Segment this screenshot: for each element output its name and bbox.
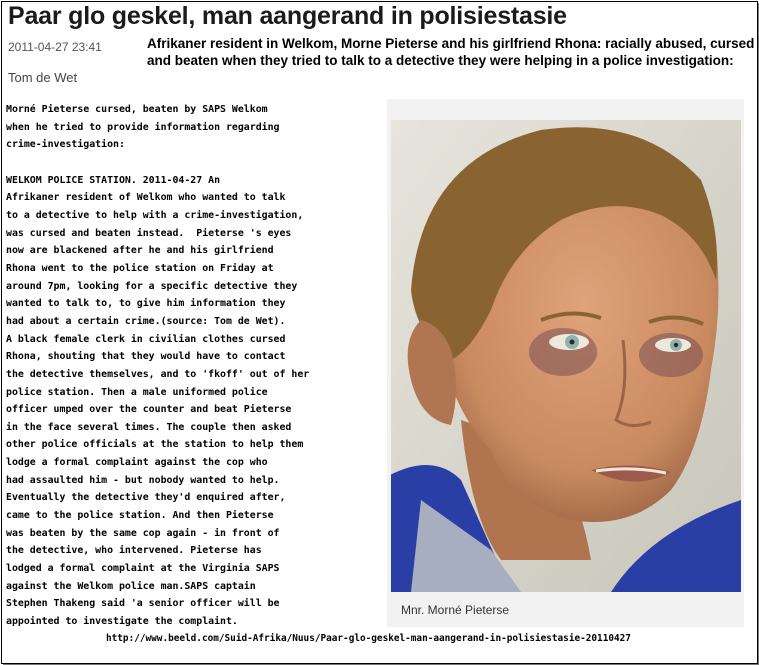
photo-caption: Mnr. Morné Pieterse [401,603,510,617]
headline: Paar glo geskel, man aangerand in polisiestasie [8,2,567,30]
lead-paragraph: Afrikaner resident in Welkom, Morne Pieterse and his girlfriend Rhona: racially abused, cursed and beaten when they tried to talk to a detective they were helping in a police investigation: [147,36,755,68]
article-body: Morné Pieterse cursed, beaten by SAPS Welkom when he tried to provide information regarding crime-investigation: WELKOM POLICE STATION. 2011-04-27 An Afrikaner resident of Welkom who wanted to talk to a detective to help with a crime-investigation, was cursed and beaten instead. Pieterse 's eyes now are blackened after he and his girlfriend Rhona went to the police station on Friday at around 7pm, looking for a specific detective they wanted to talk to, to give him information they had about a certain crime.(source: Tom de Wet). A black female clerk in civilian clothes cursed Rhona, shouting that they would have to contact the detective themselves, and to 'fkoff' out of her police station. Then a male uniformed police officer umped over the counter and beat Pieterse in the face several times. The couple then asked other police officials at the station to help them lodge a formal complaint against the cop who had assaulted him - but nobody wanted to help. Eventually the detective they'd enquired after, came to the police station. And then Pieterse was beaten by the same cop again - in front of the detective, who intervened. Pieterse has lodged a formal complaint at the Virginia SAPS against the Welkom police man.SAPS captain Stephen Thakeng said 'a senior officer will be appointed to investigate the complaint. [6,104,310,628]
photo-panel [387,99,744,627]
page-frame [1,1,758,664]
publish-date: 2011-04-27 23:41 [8,40,102,54]
source-link[interactable]: http://www.beeld.com/Suid-Afrika/Nuus/Paar-glo-geskel-man-aangerand-in-polisiestasie-20110427 [106,633,631,644]
author-name: Tom de Wet [8,70,78,85]
portrait-photo [391,120,741,592]
